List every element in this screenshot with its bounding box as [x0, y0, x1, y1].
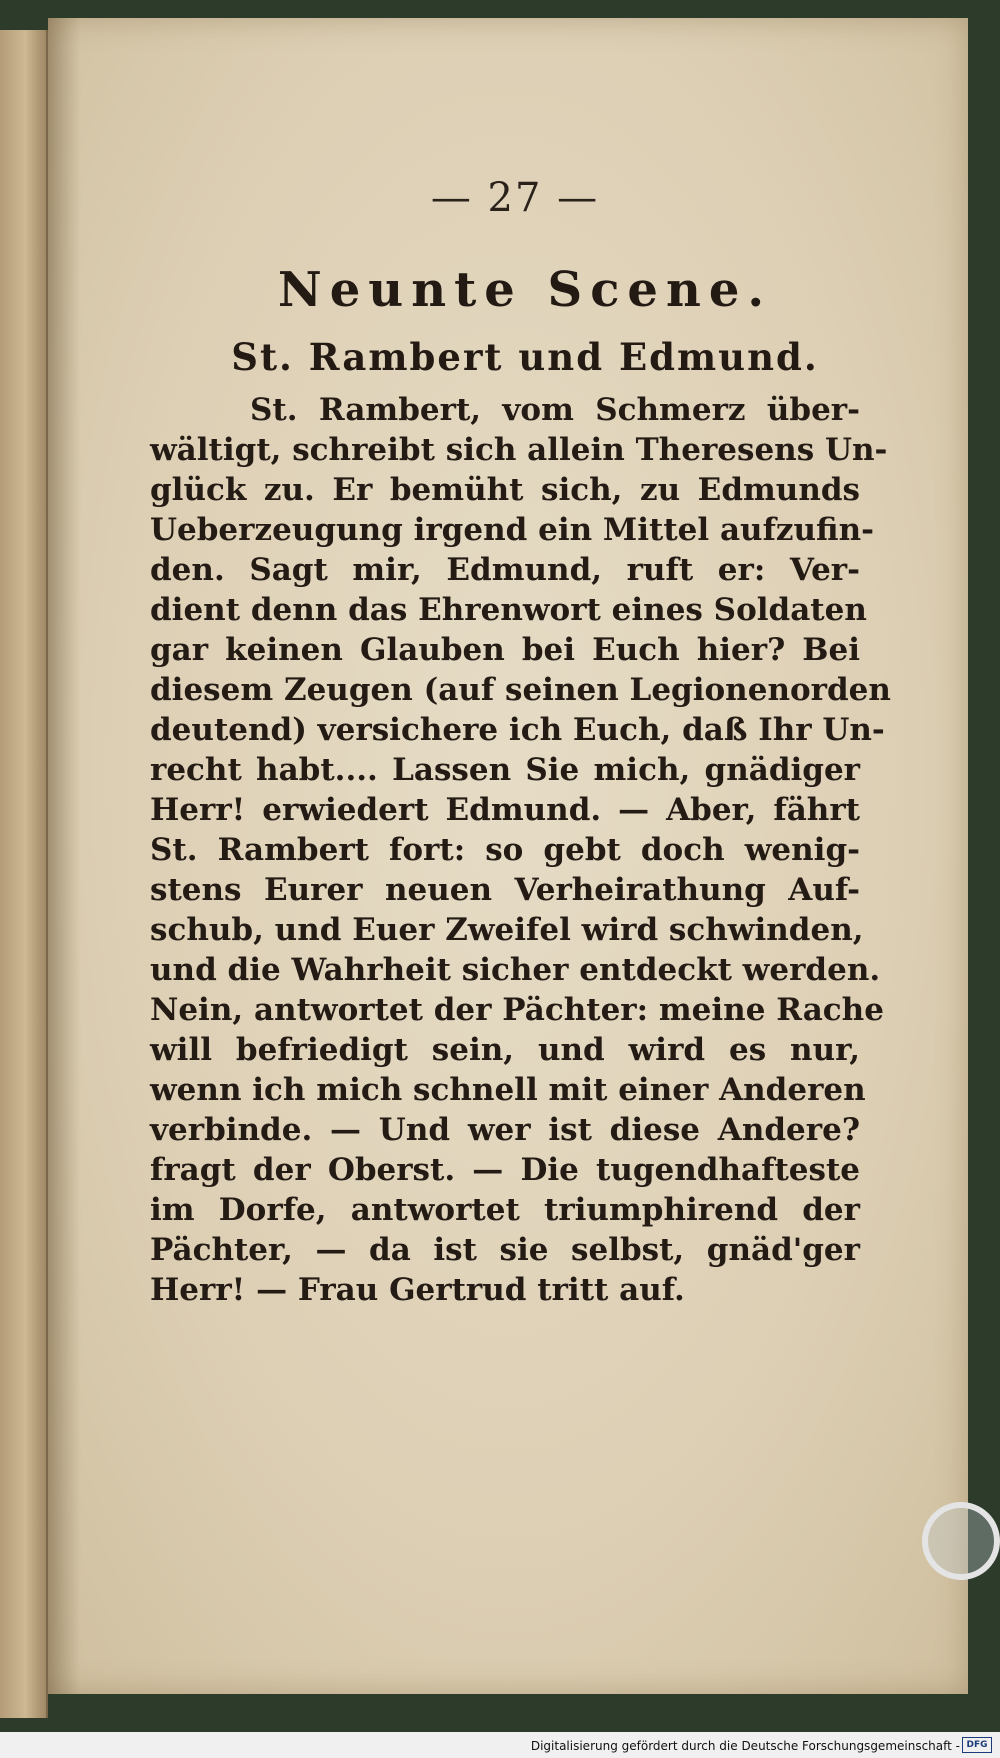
- text-line: verbinde. — Und wer ist diese Andere?: [150, 1112, 860, 1148]
- magnifier-icon[interactable]: [922, 1502, 1000, 1580]
- text-line: deutend) versichere ich Euch, daß Ihr Un-: [150, 712, 885, 748]
- text-line: glück zu. Er bemüht sich, zu Edmunds: [150, 472, 860, 508]
- scene-body-text: [150, 390, 891, 1310]
- left-page-edge: [0, 30, 48, 1718]
- text-line: im Dorfe, antwortet triumphirend der: [150, 1192, 860, 1228]
- text-line: Pächter, — da ist sie selbst, gnäd'ger: [150, 1232, 860, 1268]
- text-line: Nein, antwortet der Pächter: meine Rache: [150, 992, 884, 1028]
- text-line: schub, und Euer Zweifel wird schwinden,: [150, 912, 864, 948]
- text-line: St. Rambert, vom Schmerz über-: [250, 392, 860, 428]
- text-line: wältigt, schreibt sich allein Theresens Un-: [150, 432, 888, 468]
- page-number: — 27 —: [430, 175, 600, 221]
- text-line: recht habt.... Lassen Sie mich, gnädiger: [150, 752, 860, 788]
- text-line: gar keinen Glauben bei Euch hier? Bei: [150, 632, 860, 668]
- text-line: dient denn das Ehrenwort eines Soldaten: [150, 592, 867, 628]
- footer-bar: [0, 1732, 1000, 1758]
- scene-characters: St. Rambert und Edmund.: [231, 335, 819, 379]
- page-gutter-shadow: [48, 18, 80, 1694]
- text-line: und die Wahrheit sicher entdeckt werden.: [150, 952, 881, 988]
- text-line: will befriedigt sein, und wird es nur,: [150, 1032, 860, 1068]
- text-line: Herr! — Frau Gertrud tritt auf.: [150, 1272, 685, 1308]
- footer-credit: Digitalisierung gefördert durch die Deutsche Forschungsgemeinschaft -: [530, 1739, 960, 1753]
- text-line: Herr! erwiedert Edmund. — Aber, fährt: [150, 792, 860, 828]
- text-line: den. Sagt mir, Edmund, ruft er: Ver-: [150, 552, 860, 588]
- text-line: Ueberzeugung irgend ein Mittel aufzufin-: [150, 512, 874, 548]
- scene-title: Neunte Scene.: [277, 262, 773, 318]
- dfg-logo: DFG: [962, 1737, 992, 1753]
- text-line: wenn ich mich schnell mit einer Anderen: [150, 1072, 866, 1108]
- text-line: fragt der Oberst. — Die tugendhafteste: [150, 1152, 860, 1188]
- text-line: St. Rambert fort: so gebt doch wenig-: [150, 832, 860, 868]
- text-line: diesem Zeugen (auf seinen Legionenorden: [150, 672, 891, 708]
- text-line: stens Eurer neuen Verheirathung Auf-: [150, 872, 860, 908]
